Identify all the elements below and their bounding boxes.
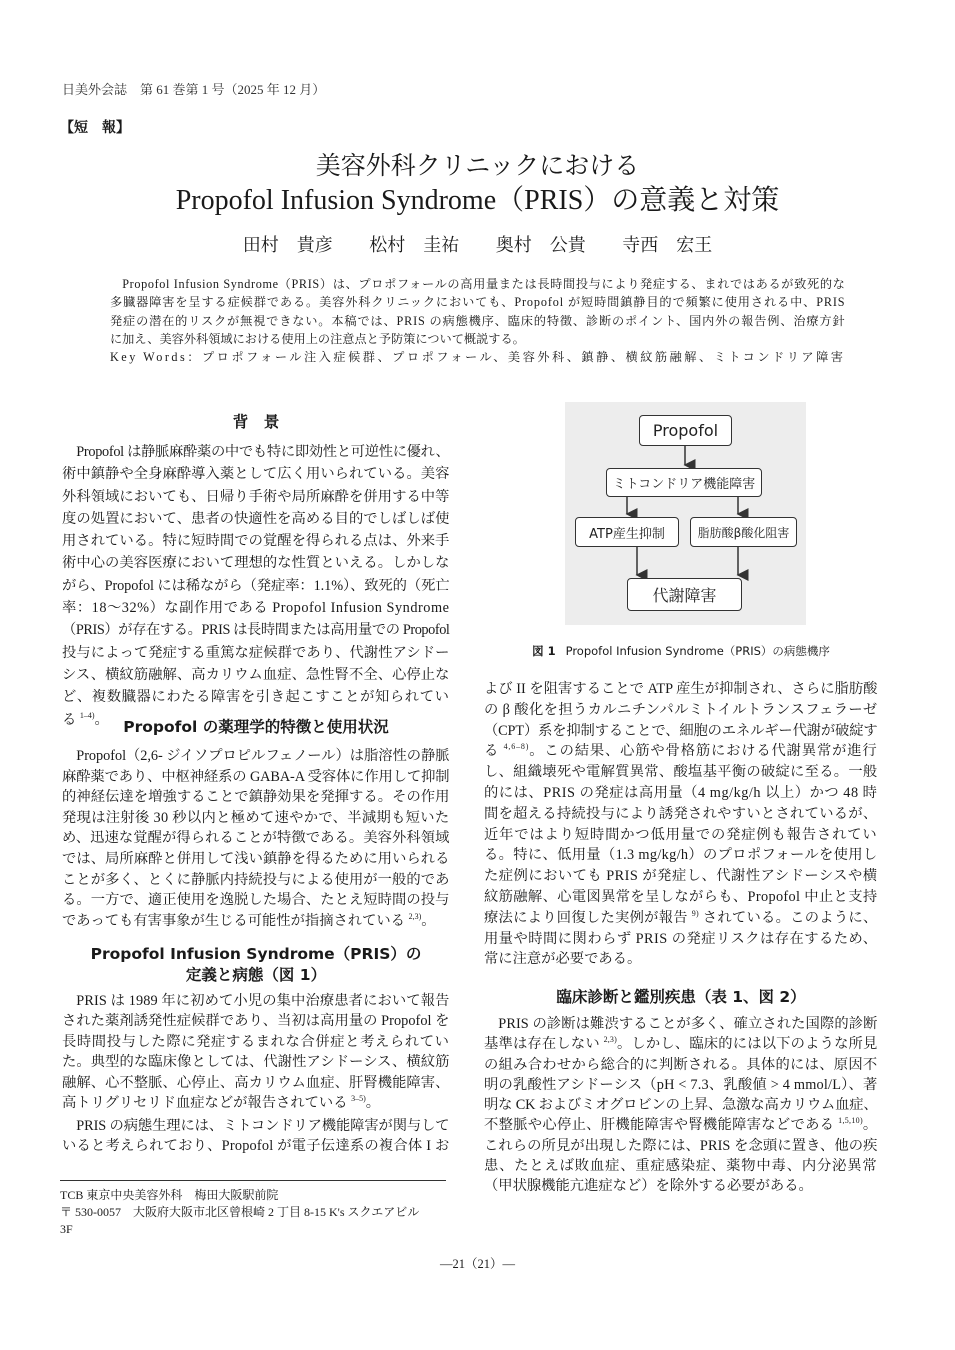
text-line: であっても有害事象が生じる可能性が指摘されている $^{2,3)}$。 [62,911,436,929]
text-line: 融解、心不整脈、心停止、高カリウム血症、肝腎機能障害、 [62,1074,450,1091]
text-line: 紋筋融解、心電図異常を呈しながらも、Propofol 中止と支持 [484,888,878,905]
text-line: 用されている。特に短時間での覚醒を得られる点は、外来手 [62,533,450,550]
text-line: 的には、PRIS の発症は高用量（4 mg/kg/h 以上）かつ 48 時 [484,784,878,801]
paragraph [62,1116,450,1157]
text-line: では、局所麻酔と併用して浅い鎮静を得るために用いられる [62,850,450,867]
text-line: た。典型的な臨床像としては、代謝性アシドーシス、横紋筋 [62,1054,450,1071]
node-metabolic-disorder: 代謝障害 [627,578,742,611]
text-line: 近年ではより短時間かつ低用量での発症例も報告されてい [484,826,878,843]
text-line: 多臓器障害を呈する症候群である。美容外科クリニックにおいても、Propofol が短時間鎮静目的で頻繁に使用される中、PRIS [110,295,846,310]
author: 寺西 宏王 [622,235,713,255]
text-line: 術中心の美容医療において理想的な性質といえる。しかしな [62,555,450,572]
citation-reference: 4,6–8) [503,742,530,752]
figure-label: 図 1 [532,644,556,658]
text-line: Propofol Infusion Syndrome（PRIS）は、プロポフォールの高用量または長時間投与により発症する、まれではあるが致死的な [122,277,846,291]
text-line: （CPT）系を抑制することで、細胞のエネルギー代謝が破綻す [484,722,878,739]
text-line: 投与によって発症する重篤な症候群であり、代謝性アシドー [62,644,450,661]
text-line: 不整脈や心停止、肝機能障害や腎機能障害などである $^{1,5,10)}$。 [484,1116,878,1134]
citation-reference: 1,5,10) [838,1116,863,1126]
figure-caption [484,643,878,659]
keywords: Key Words：プロポフォール注入症候群、プロポフォール、美容外科、鎮静、横紋筋融解、ミトコンドリア障害 [110,350,846,365]
text-line: PRIS の病態生理には、ミトコンドリア機能障害が関与して [76,1118,450,1134]
abstract [110,275,846,366]
text-line: 明の乳酸性アシドーシス（pH < 7.3、乳酸値 > 4 mmol/L）、著 [484,1076,878,1093]
text-line: 療法により回復した実例が報告 $^{9)}$ されている。このように、 [484,908,878,926]
citation-reference: 3–5) [351,1093,366,1103]
text-line: の β 酸化を担うカルニチンパルミトイルトランスフェラーゼ [484,701,878,718]
footnote-line: 3F [60,1222,73,1236]
author: 松村 圭祐 [369,235,460,255]
text-line: 率：18～32%）な副作用である Propofol Infusion Syndrome [62,600,450,617]
section-heading-definition-2: 定義と病態（図 1） [185,966,327,984]
title-line-1: 美容外科クリニックにおける [315,153,640,180]
text-line: がら、Propofol には稀ながら（発症率：1.1%）、致死的（死亡 [62,577,450,594]
text-line: 術中鎮静や全身麻酔導入薬として広く用いられている。美容 [62,466,450,483]
text-line: め、迅速な覚醒が得られることが特徴である。美容外科領域 [62,830,450,847]
citation-reference: 9) [691,908,699,918]
section-heading-background: 背 景 [232,413,280,431]
authors [0,231,955,257]
text-line: （PRIS）が存在する。PRIS は長時間または高用量での Propofol [62,622,450,639]
section-heading-definition: Propofol Infusion Syndrome（PRIS）の [90,945,422,963]
section-heading-pharmacology: Propofol の薬理学的特徴と使用状況 [123,718,389,736]
text-line: 長時間投与した際に発症するまれな合併症と考えられてい [62,1033,450,1050]
text-line: ど、複数臓器にわたる障害を引き起こすことが知られてい [62,689,450,706]
text-line: PRIS の診断は難渋することが多く、確立された国際的診断 [498,1016,878,1032]
text-line: よび II を阻害することで ATP 産生が抑制され、さらに脂肪酸 [484,681,878,697]
text-line: （甲状腺機能亢進症など）を除外する必要がある。 [484,1178,813,1195]
citation-reference: 2,3) [603,1035,617,1045]
text-line: 基準は存在しない $^{2,3)}$。しかし、臨床的には以下のような所見 [484,1035,878,1053]
text-line: 発現は注射後 30 秒以内と極めて速やかで、半減期も短いた [62,809,450,826]
text-line: いると考えられており、Propofol が電子伝達系の複合体 I お [62,1138,450,1155]
text-line: る。一方で、適正使用を逸脱した場合、たとえ短時間の投与 [62,892,450,909]
text-line: 間を超える持続投与により誘発されやすいとされているが、 [484,805,878,822]
title-line-2: Propofol Infusion Syndrome（PRIS）の意義と対策 [175,185,780,216]
paragraph [62,746,450,931]
node-mitochondrial-dysfunction: ミトコンドリア機能障害 [606,468,762,497]
text-line: る $^{4,6-8)}$。この結果、心筋や骨格筋における代謝異常が進行 [484,742,878,760]
footnote-divider [60,1180,446,1181]
text-line: の組み合わせから総合的に判断される。具体的には、原因不 [484,1056,878,1073]
text-line: 常に注意が必要である。 [484,951,642,968]
node-atp-suppression: ATP産生抑制 [575,517,679,547]
paragraph [62,441,450,731]
text-line: し、組織壊死や電解質異常、酸塩基平衡の破綻に至る。一般 [484,764,878,781]
affiliation-footnote [60,1187,446,1238]
text-line: に加え、美容外科領域における使用上の注意点と予防策について概説する。 [110,331,525,346]
text-line: 発症の潜在的リスクが無視できない。本稿では、PRIS の病態機序、臨床的特徴、診断のポイント、国内外の報告例、治療方針 [110,313,846,328]
citation-reference: 2,3) [408,911,422,921]
text-line: 患、たとえば敗血症、重症感染症、薬物中毒、内分泌異常 [484,1158,878,1175]
figure-caption-text: Propofol Infusion Syndrome（PRIS）の病態機序 [565,644,830,658]
page-number: —21（21）— [439,1257,515,1271]
text-line: 用量や時間に関わらず PRIS の発症リスクは存在するため、 [484,930,878,947]
paragraph [484,679,878,970]
article-type: 【短 報】 [60,120,130,136]
footnote-line: 〒 530-0057 大阪府大阪市北区曾根崎 2 丁目 8-15 K's スクエアビル [60,1205,420,1219]
text-line: る。特に、低用量（1.3 mg/kg/h）のプロポフォールを使用し [484,847,878,864]
figure-1-diagram [565,402,806,625]
text-line: Propofol（2,6- ジイソプロピルフェノール）は脂溶性の静脈 [76,748,450,764]
author: 田村 貴彦 [242,235,333,255]
text-line: これらの所見が出現した際には、PRIS を念頭に置き、他の疾 [484,1137,878,1154]
section-heading-diagnosis: 臨床診断と鑑別疾患（表 1、図 2） [556,988,806,1006]
text-line: 度の処置において、患者の快適性を高める目的でしばしば使 [62,510,450,527]
citation-reference: 1–4) [79,710,95,720]
text-line: 麻酔薬であり、中枢神経系の GABA-A 受容体に作用して抑制 [62,768,450,785]
text-line: PRIS は 1989 年に初めて小児の集中治療患者において報告 [76,993,450,1009]
text-line: 外科領域においても、日帰り手術や局所麻酔を併用する中等 [62,488,450,505]
abstract-body [110,275,846,348]
text-line: Propofol は静脈麻酔薬の中でも特に即効性と可逆性に優れ、 [76,444,450,460]
text-line: された薬剤誘発性症候群であり、当初は高用量の Propofol を [62,1013,450,1030]
author: 奥村 公貴 [495,235,586,255]
text-line: た症例においても PRIS が発症し、代謝性アシドーシスや横 [484,868,878,885]
paragraph [484,1014,878,1197]
text-line: る $^{1-4)}$。 [62,710,109,728]
node-fatty-acid-oxidation-inhibition: 脂肪酸β酸化阻害 [690,517,797,547]
text-line: ことが多く、とくに静脈内持続投与による使用が一般的であ [62,871,450,888]
journal-citation: 日美外会誌 第 61 巻第 1 号（2025 年 12 月） [62,82,326,97]
paragraph [62,991,450,1113]
text-line: 高トリグリセリド血症などが報告されている $^{3-5)}$。 [62,1093,381,1111]
text-line: 的神経伝達を増強することで鎮静効果を発揮する。その作用 [62,789,450,806]
text-line: シス、横紋筋融解、高カリウム血症、急性腎不全、心停止な [62,666,450,683]
text-line: 明な CK およびミオグロビンの上昇、急激な高カリウム血症、 [484,1097,878,1114]
footnote-line: TCB 東京中央美容外科 梅田大阪駅前院 [60,1188,279,1202]
node-propofol: Propofol [639,415,732,446]
